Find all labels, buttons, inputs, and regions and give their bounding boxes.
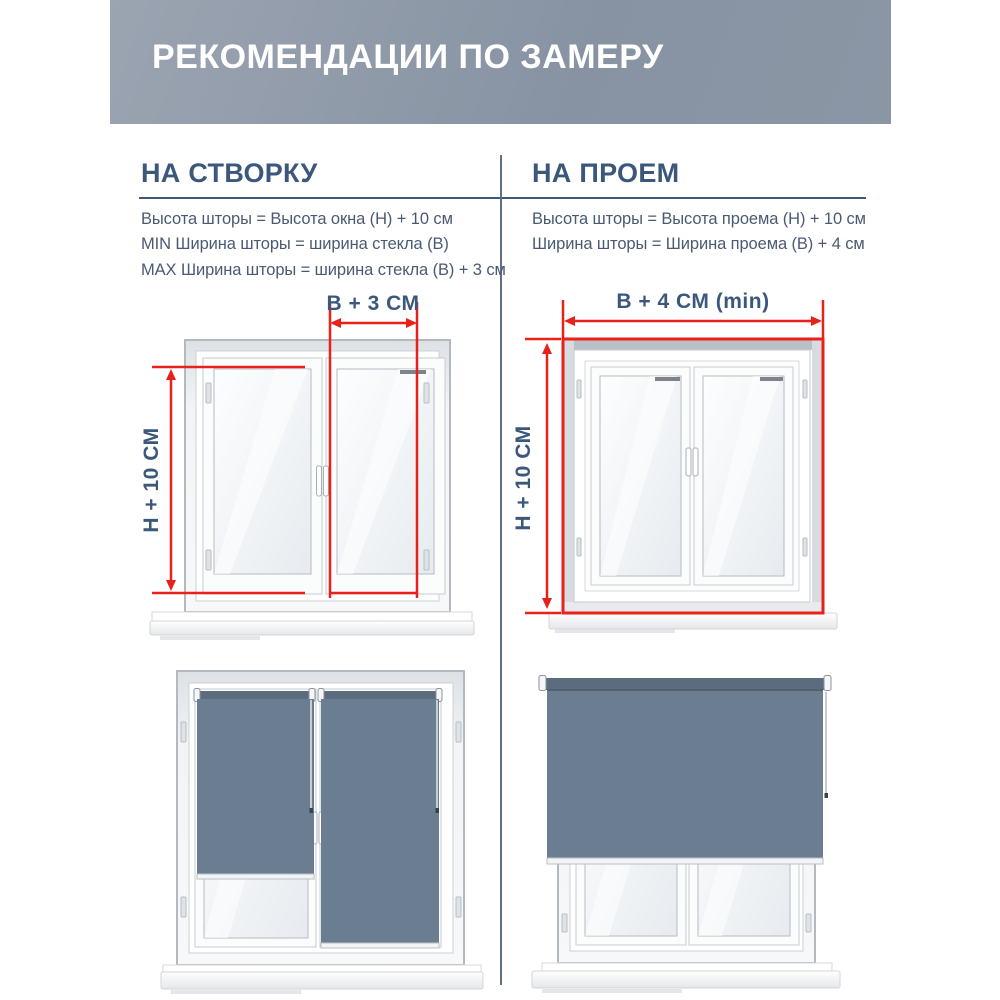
opening-bevel-left bbox=[563, 339, 574, 613]
sash-heading-underline bbox=[139, 197, 501, 199]
hinge bbox=[577, 538, 581, 556]
hinge bbox=[206, 550, 211, 570]
window-handle bbox=[686, 448, 691, 476]
blind-bottom-bar bbox=[547, 858, 823, 864]
opening-heading: НА ПРОЕМ bbox=[532, 158, 680, 188]
sash-measure-diagram bbox=[130, 288, 495, 658]
opening-rules bbox=[532, 207, 866, 258]
chain-bead bbox=[310, 808, 314, 813]
blind-fabric bbox=[321, 699, 439, 945]
roller-blind-right bbox=[318, 689, 442, 949]
hinge bbox=[456, 722, 461, 742]
blind-bracket bbox=[539, 676, 546, 691]
arrowhead-left-icon bbox=[330, 318, 341, 328]
width-dimension-label: В + 4 СМ (min) bbox=[616, 290, 770, 313]
sash-rules bbox=[141, 207, 506, 283]
sash-rule-max-width: MAX Ширина шторы = ширина стекла (В) + 3 см bbox=[141, 260, 506, 279]
sash-rule-min-width: MIN Ширина шторы = ширина стекла (В) bbox=[141, 235, 449, 254]
height-dimension bbox=[512, 339, 561, 613]
window-illustration bbox=[150, 340, 474, 640]
roller-blind bbox=[539, 676, 831, 865]
window-sill bbox=[532, 971, 840, 988]
window-handle bbox=[693, 448, 698, 476]
hinge bbox=[803, 538, 807, 556]
opening-rule-height: Высота шторы = Высота проема (Н) + 10 см bbox=[532, 210, 866, 228]
glass-vent-slot bbox=[655, 377, 680, 381]
roller-blind-left bbox=[194, 689, 315, 880]
opening-bevel-right bbox=[812, 339, 823, 613]
hinge bbox=[181, 897, 186, 917]
hinge bbox=[806, 914, 811, 932]
arrowhead-left-icon bbox=[564, 316, 575, 326]
window-illustration bbox=[549, 339, 837, 633]
height-dimension-label: Н + 10 СМ bbox=[140, 427, 163, 533]
hinge bbox=[181, 722, 186, 742]
sill-shadow bbox=[171, 990, 301, 994]
opening-rule-width: Ширина шторы = Ширина проема (В) + 4 см bbox=[532, 235, 865, 254]
arrowhead-up-icon bbox=[166, 369, 176, 380]
blind-fabric bbox=[547, 691, 823, 860]
sill-shadow bbox=[555, 629, 675, 633]
opening-bevel-bottom bbox=[563, 602, 823, 613]
opening-heading-underline bbox=[501, 197, 866, 199]
hinge bbox=[803, 380, 807, 398]
header-band bbox=[110, 0, 891, 124]
window-sill-ledge bbox=[152, 612, 472, 621]
blind-bottom-bar bbox=[197, 874, 314, 879]
window-sill-ledge bbox=[163, 965, 481, 972]
window-sill bbox=[150, 621, 474, 635]
chain-bead bbox=[825, 793, 829, 798]
arrowhead-up-icon bbox=[542, 343, 552, 354]
page-title: РЕКОМЕНДАЦИИ ПО ЗАМЕРУ bbox=[152, 37, 664, 76]
opening-bevel-top bbox=[563, 339, 823, 350]
opening-measure-diagram bbox=[505, 288, 900, 658]
window-sill-group bbox=[161, 965, 483, 994]
hinge bbox=[577, 380, 581, 398]
arrowhead-down-icon bbox=[542, 598, 552, 609]
window-sill-group bbox=[532, 963, 840, 993]
height-dimension-label: Н + 10 СМ bbox=[512, 425, 535, 531]
sash-blinds-illustration bbox=[140, 662, 500, 998]
glass-vent-slot bbox=[400, 370, 426, 374]
blind-bottom-bar bbox=[321, 943, 439, 948]
blind-bracket bbox=[824, 676, 831, 691]
blind-tube bbox=[320, 691, 440, 699]
chain-bead bbox=[436, 808, 440, 813]
sash-heading: НА СТВОРКУ bbox=[141, 158, 318, 188]
blind-tube bbox=[196, 691, 315, 699]
sill-shadow bbox=[542, 989, 682, 993]
sill-shadow bbox=[160, 636, 260, 640]
blind-fabric bbox=[197, 699, 314, 876]
opening-blind-illustration bbox=[505, 662, 900, 998]
hinge bbox=[206, 383, 211, 403]
window-sill bbox=[549, 613, 837, 629]
width-dimension-label: В + 3 СМ bbox=[326, 292, 420, 315]
hinge bbox=[456, 897, 461, 917]
hinge bbox=[424, 383, 429, 403]
window-handle bbox=[324, 466, 329, 496]
hinge bbox=[424, 550, 429, 570]
blind-tube-edge bbox=[547, 689, 823, 691]
hinge bbox=[562, 914, 567, 932]
arrowhead-right-icon bbox=[406, 318, 417, 328]
glass-vent-slot bbox=[760, 377, 783, 381]
window-handle bbox=[317, 466, 322, 496]
window-sill bbox=[161, 972, 483, 989]
window-sill-ledge bbox=[542, 963, 832, 971]
blind-tube bbox=[542, 678, 828, 690]
arrowhead-down-icon bbox=[166, 580, 176, 591]
arrowhead-right-icon bbox=[811, 316, 822, 326]
sash-rule-height: Высота шторы = Высота окна (Н) + 10 см bbox=[141, 210, 453, 228]
